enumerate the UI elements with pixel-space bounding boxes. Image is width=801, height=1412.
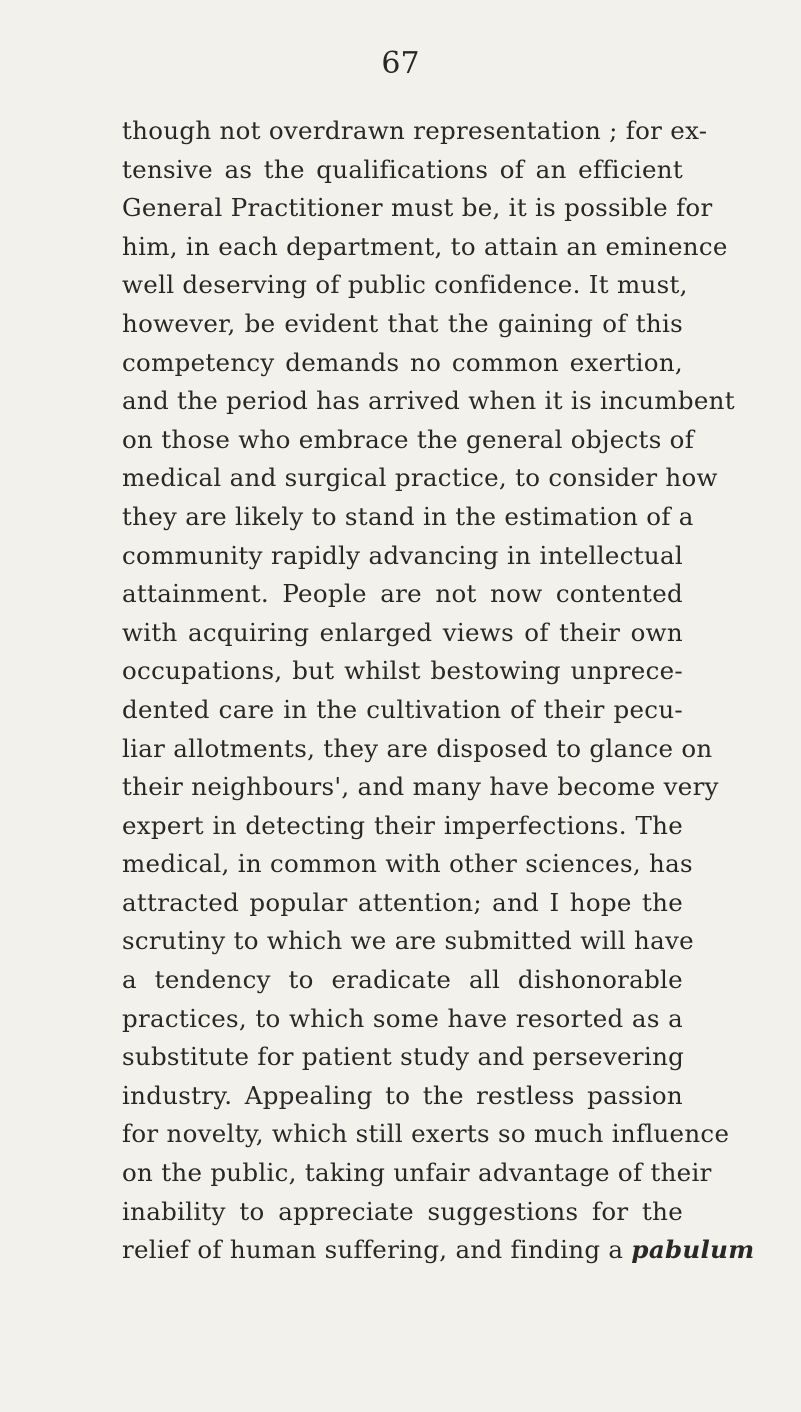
text-line: though not overdrawn representation ; for ex- [122,116,708,145]
text-line: for novelty, which still exerts so much influence [122,1119,730,1149]
text-line: their neighbours', and many have become very [122,772,719,802]
text-line: substitute for patient study and persevering [122,1042,685,1072]
text-line: community rapidly advancing in intellectual [122,540,683,570]
page-number: 67 [381,46,420,81]
text-line: with acquiring enlarged views of their own [122,617,683,647]
text-line: on the public, taking unfair advantage of their [122,1158,712,1188]
text-line: General Practitioner must be, it is possible for [122,193,713,223]
text-line: medical and surgical practice, to consider how [122,463,718,493]
text-line: they are likely to stand in the estimation of a [122,501,694,531]
emphasized-word: pabulum [631,1235,755,1265]
text-line: scrutiny to which we are submitted will have [122,926,694,956]
text-line: a tendency to eradicate all dishonorable [122,965,683,995]
text-line: dented care in the cultivation of their pecu- [122,694,683,724]
text-line-last [122,1231,755,1270]
body-text [122,112,755,1270]
text-line: inability to appreciate suggestions for the [122,1196,683,1226]
text-line: well deserving of public confidence. It must, [122,270,688,300]
text-line: expert in detecting their imperfections. The [122,810,683,840]
text-line: and the period has arrived when it is incumbent [122,386,735,416]
text-line: medical, in common with other sciences, has [122,849,693,879]
text-line: practices, to which some have resorted as a [122,1003,683,1033]
text-line: tensive as the qualifications of an efficient [122,154,683,184]
text-line: him, in each department, to attain an eminence [122,231,728,261]
text-line: occupations, but whilst bestowing unprece- [122,656,683,686]
text-line: competency demands no common exertion, [122,347,683,377]
text-line: liar allotments, they are disposed to glance on [122,733,713,763]
text-line: on those who embrace the general objects of [122,424,695,454]
text-line: attracted popular attention; and I hope the [122,887,683,917]
text-line: industry. Appealing to the restless passion [122,1080,683,1110]
text-line: however, be evident that the gaining of this [122,308,683,338]
last-line-text: relief of human suffering, and finding a [122,1235,632,1265]
text-line: attainment. People are not now contented [122,579,683,609]
